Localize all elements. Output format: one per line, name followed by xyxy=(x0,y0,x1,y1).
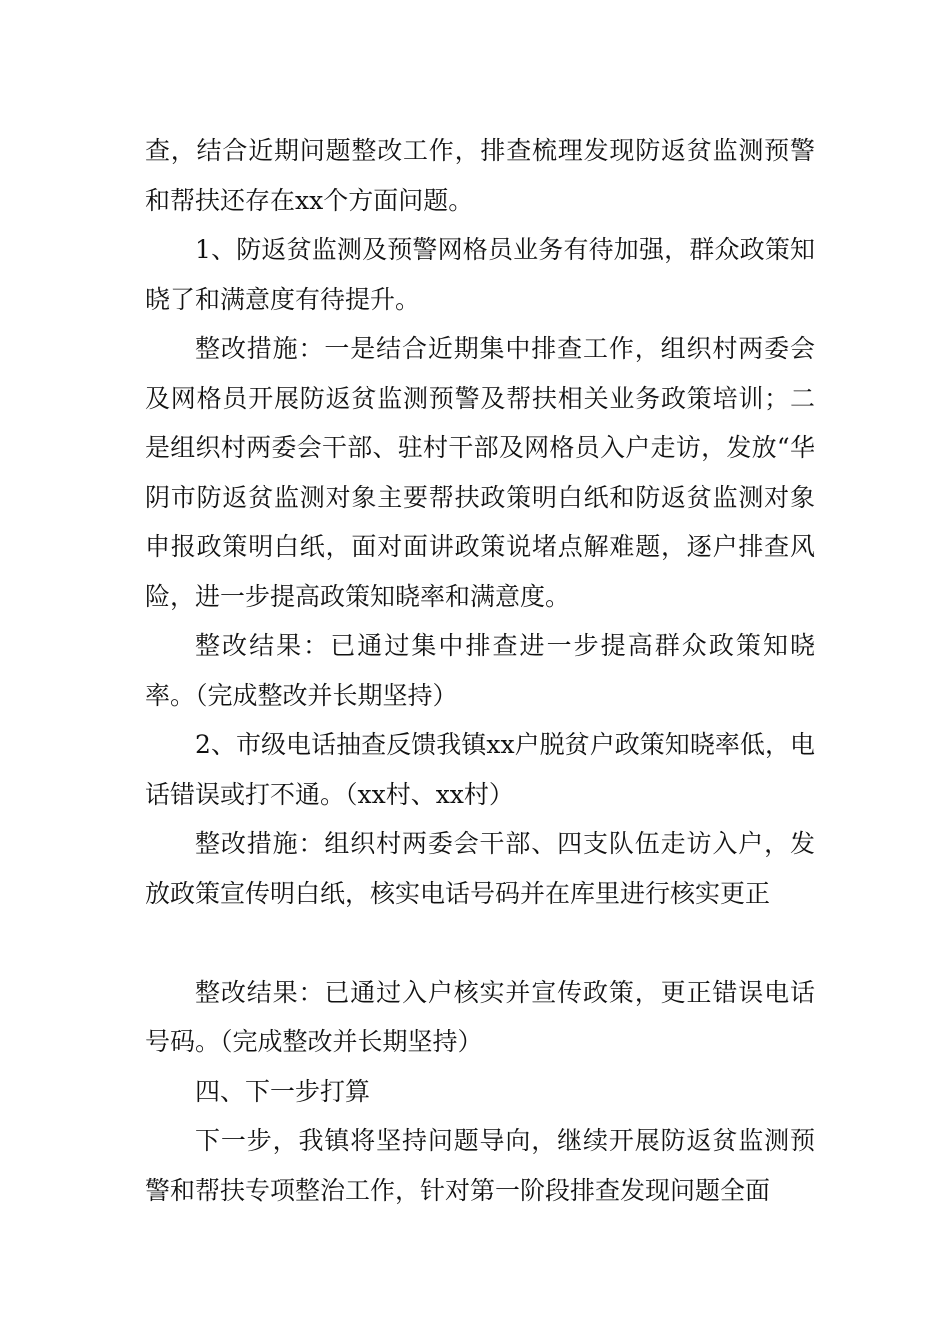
paragraph-issue-1: 1、防返贫监测及预警网格员业务有待加强，群众政策知晓了和满意度有待提升。 xyxy=(145,235,815,314)
paragraph-next-steps: 下一步，我镇将坚持问题导向，继续开展防返贫监测预警和帮扶专项整治工作，针对第一阶段排查发现问题全面 xyxy=(145,1126,815,1205)
paragraph-result-1: 整改结果：已通过集中排查进一步提高群众政策知晓率。（完成整改并长期坚持） xyxy=(145,631,815,710)
paragraph-continuation: 查，结合近期问题整改工作，排查梳理发现防返贫监测预警和帮扶还存在xx个方面问题。 xyxy=(145,136,815,215)
paragraph-measures-1: 整改措施：一是结合近期集中排查工作，组织村两委会及网格员开展防返贫监测预警及帮扶相关业务政策培训；二是组织村两委会干部、驻村干部及网格员入户走访，发放“华阴市防返贫监测对象主要帮扶政策明白纸和防返贫监测对象申报政策明白纸，面对面讲政策说堵点解难题，逐户排查风险，进一步提高政策知晓率和满意度。 xyxy=(145,334,815,611)
document-body xyxy=(145,126,815,1215)
paragraph-result-2: 整改结果：已通过入户核实并宣传政策，更正错误电话号码。（完成整改并长期坚持） xyxy=(145,977,815,1056)
paragraph-measures-2: 整改措施：组织村两委会干部、四支队伍走访入户，发放政策宣传明白纸，核实电话号码并在库里进行核实更正 xyxy=(145,829,815,908)
paragraph-issue-2: 2、市级电话抽查反馈我镇xx户脱贫户政策知晓率低，电话错误或打不通。（xx村、xx村） xyxy=(145,730,815,809)
blank-line xyxy=(145,918,815,968)
section-heading-next-steps: 四、下一步打算 xyxy=(195,1076,371,1106)
